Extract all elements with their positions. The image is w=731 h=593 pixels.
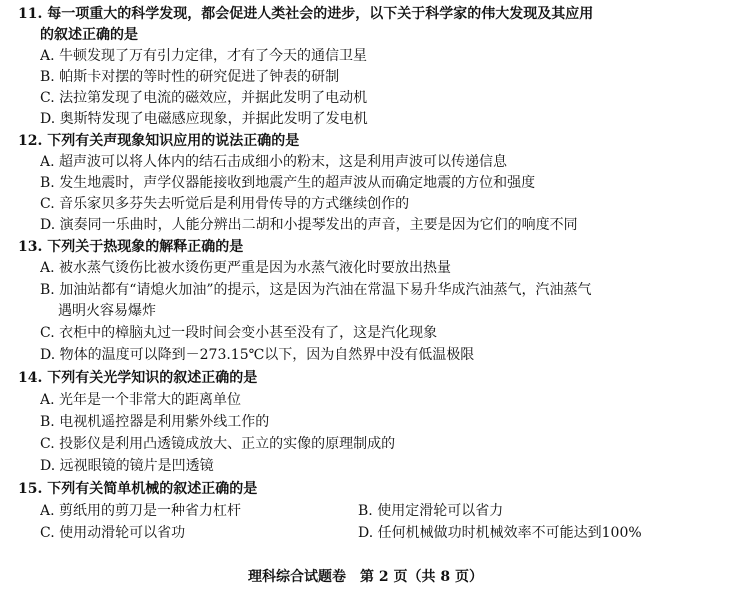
option-d: D. 远视眼镜的镜片是凹透镜: [40, 458, 214, 474]
option-d: D. 物体的温度可以降到－273.15℃以下，因为自然界中没有低温极限: [40, 347, 475, 363]
option-a: A. 光年是一个非常大的距离单位: [40, 392, 242, 408]
option-b: B. 发生地震时，声学仪器能接收到地震产生的超声波从而确定地震的方位和强度: [40, 175, 536, 191]
option-a: A. 剪纸用的剪刀是一种省力杠杆: [40, 503, 242, 519]
question-stem: 12. 下列有关声现象知识应用的说法正确的是: [18, 133, 300, 149]
option-d: D. 任何机械做功时机械效率不可能达到100%: [358, 525, 642, 541]
option-b: B. 加油站都有“请熄火加油”的提示，这是因为汽油在常温下易升华成汽油蒸气，汽油蒸气: [40, 282, 592, 298]
option-a: A. 超声波可以将人体内的结石击成细小的粉末，这是利用声波可以传递信息: [40, 154, 508, 170]
page-footer: 理科综合试题卷 第 2 页（共 8 页）: [248, 569, 483, 585]
option-b: B. 电视机遥控器是利用紫外线工作的: [40, 414, 270, 430]
option-a: A. 牛顿发现了万有引力定律，才有了今天的通信卫星: [40, 48, 368, 64]
option-c: C. 使用动滑轮可以省功: [40, 525, 186, 541]
option-d: D. 奥斯特发现了电磁感应现象，并据此发明了发电机: [40, 111, 368, 127]
option-b-continued: 遇明火容易爆炸: [58, 303, 156, 319]
option-c: C. 音乐家贝多芬失去听觉后是利用骨传导的方式继续创作的: [40, 196, 410, 212]
option-d: D. 演奏同一乐曲时，人能分辨出二胡和小提琴发出的声音，主要是因为它们的响度不同: [40, 217, 578, 233]
question-stem: 11. 每一项重大的科学发现，都会促进人类社会的进步，以下关于科学家的伟大发现及其应用: [18, 6, 594, 22]
question-stem: 13. 下列关于热现象的解释正确的是: [18, 239, 244, 255]
option-a: A. 被水蒸气烫伤比被水烫伤更严重是因为水蒸气液化时要放出热量: [40, 260, 452, 276]
option-c: C. 投影仪是利用凸透镜成放大、正立的实像的原理制成的: [40, 436, 396, 452]
question-stem: 15. 下列有关简单机械的叙述正确的是: [18, 481, 258, 497]
question-stem-continued: 的叙述正确的是: [40, 27, 138, 43]
option-c: C. 法拉第发现了电流的磁效应，并据此发明了电动机: [40, 90, 368, 106]
question-stem: 14. 下列有关光学知识的叙述正确的是: [18, 370, 258, 386]
option-b: B. 帕斯卡对摆的等时性的研究促进了钟表的研制: [40, 69, 340, 85]
option-c: C. 衣柜中的樟脑丸过一段时间会变小甚至没有了，这是汽化现象: [40, 325, 438, 341]
option-b: B. 使用定滑轮可以省力: [358, 503, 504, 519]
